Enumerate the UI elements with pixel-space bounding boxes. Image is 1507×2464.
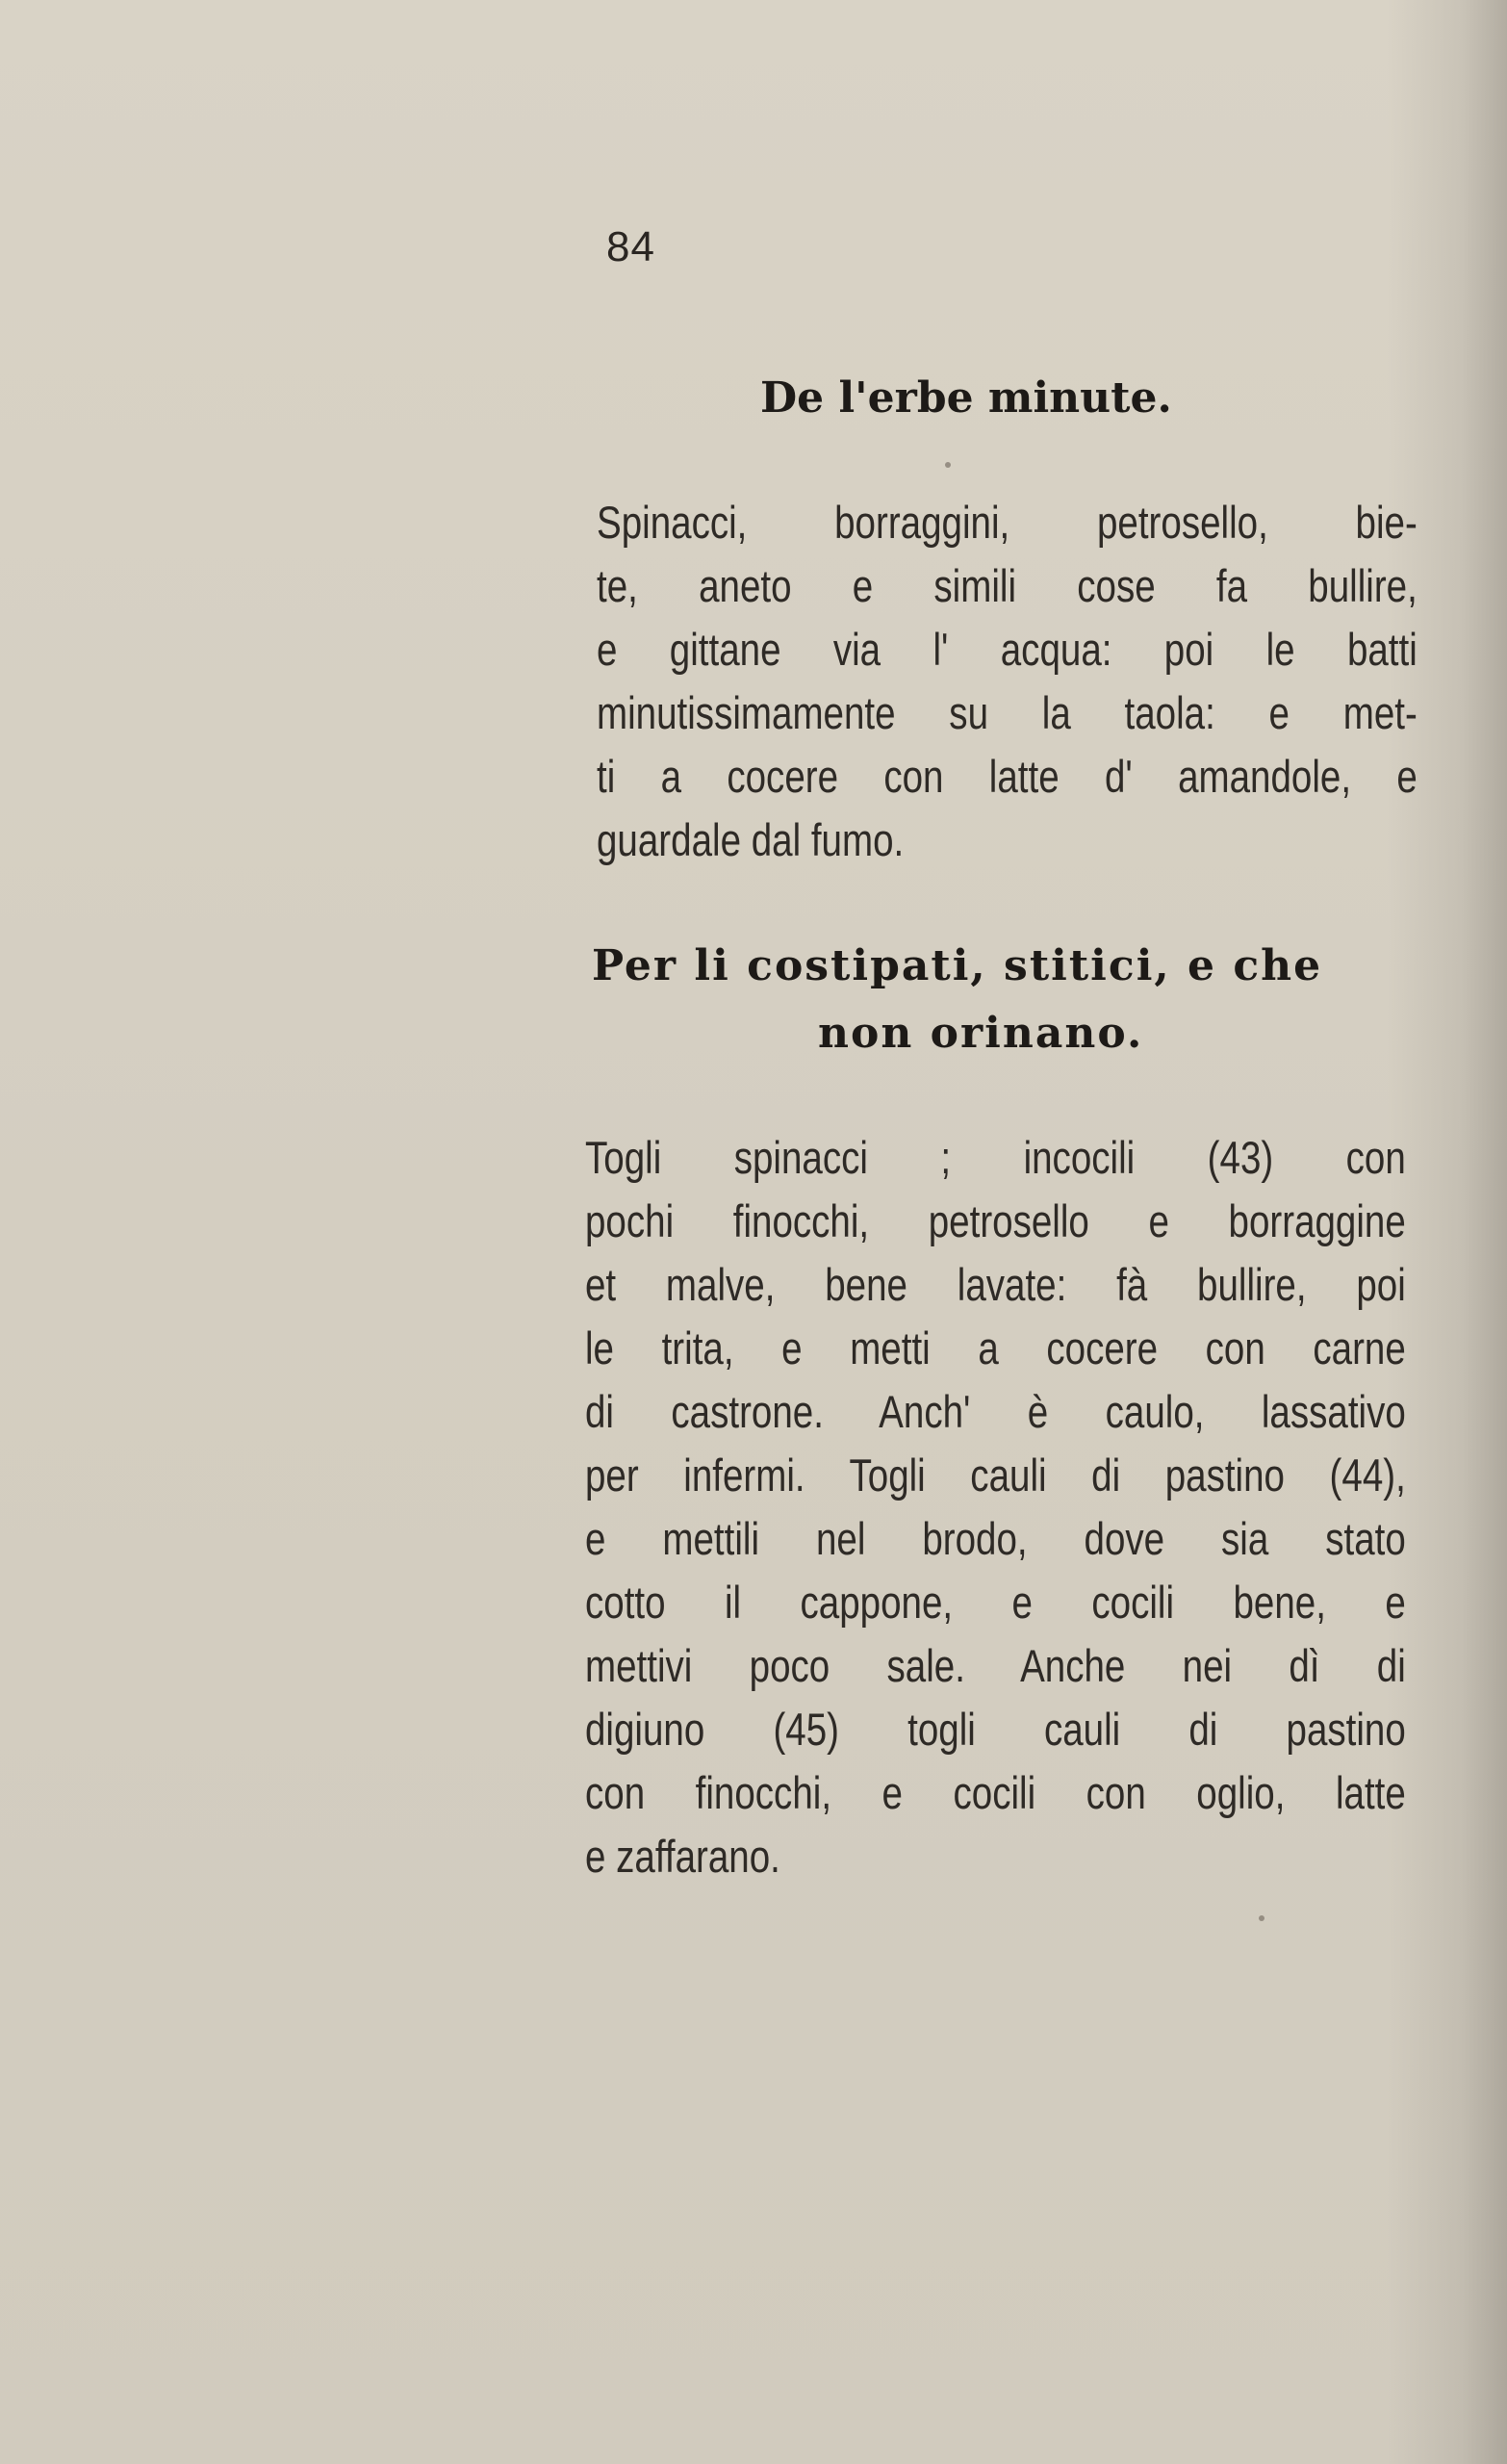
text-line: pochi finocchi, petrosello e borraggine (585, 1195, 1406, 1246)
text-line: e mettili nel brodo, dove sia stato (585, 1513, 1406, 1564)
text-line: et malve, bene lavate: fà bullire, poi (585, 1259, 1406, 1310)
text-line: guardale dal fumo. (597, 814, 905, 865)
paragraph-erbe-minute (597, 491, 1418, 872)
text-line: te, aneto e simili cose fa bullire, (597, 560, 1418, 611)
section-heading-costipati-line2: non orinano. (818, 1009, 1144, 1058)
section-heading-costipati-line1: Per li costipati, stitici, e che (592, 941, 1323, 990)
text-line: cotto il cappone, e cocili bene, e (585, 1577, 1406, 1628)
text-line: di castrone. Anch' è caulo, lassativo (585, 1386, 1406, 1437)
paper-speck (945, 462, 951, 468)
page-number: 84 (606, 223, 655, 270)
text-line: e gittane via l' acqua: poi le batti (597, 624, 1418, 675)
text-line: per infermi. Togli cauli di pastino (44), (585, 1450, 1406, 1501)
text-line: Togli spinacci ; incocili (43) con (585, 1132, 1406, 1183)
text-line: le trita, e metti a cocere con carne (585, 1322, 1406, 1373)
text-line: e zaffarano. (585, 1831, 780, 1882)
text-line: con finocchi, e cocili con oglio, latte (585, 1767, 1406, 1818)
paragraph-costipati (585, 1126, 1406, 1888)
text-line: mettivi poco sale. Anche nei dì di (585, 1640, 1406, 1691)
section-heading-erbe-minute: De l'erbe minute. (760, 373, 1172, 423)
text-line: ti a cocere con latte d' amandole, e (597, 751, 1418, 802)
text-line: minutissimamente su la taola: e met- (597, 687, 1418, 738)
paper-speck (1259, 1915, 1264, 1921)
text-line: Spinacci, borraggini, petrosello, bie- (597, 497, 1418, 548)
text-line: digiuno (45) togli cauli di pastino (585, 1704, 1406, 1755)
